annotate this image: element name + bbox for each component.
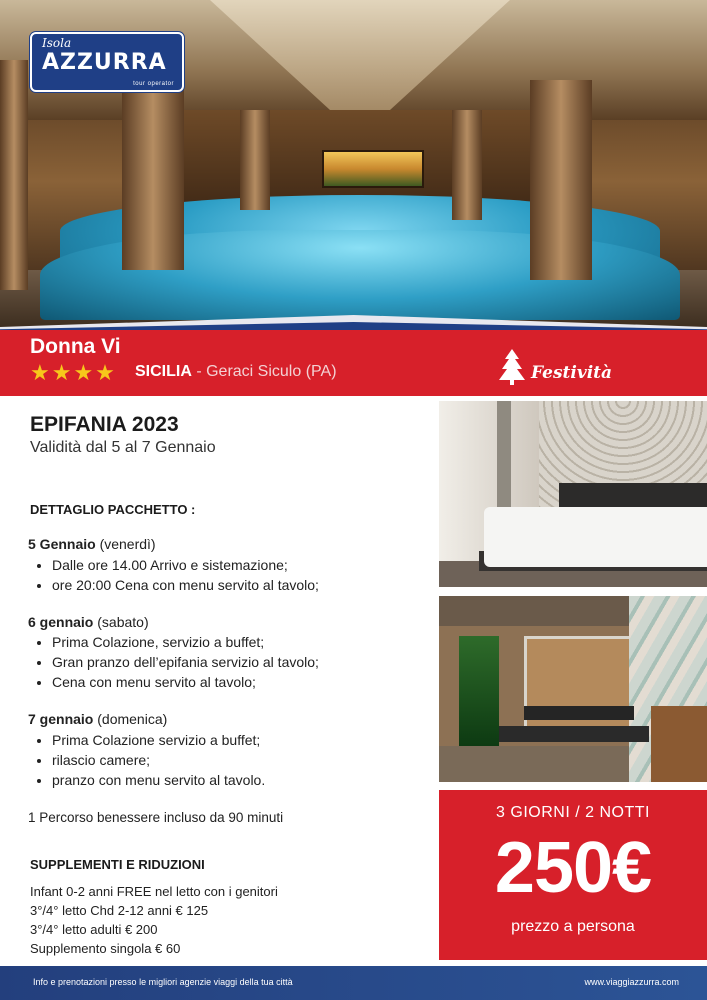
day-heading [28,536,156,552]
day-date: 6 gennaio [28,614,94,630]
list-item: • Gran pranzo dell’epifania servizio al tavolo; [52,652,319,672]
list-item: • Dalle ore 14.00 Arrivo e sistemazione; [52,555,319,575]
price-amount: 250€ [494,828,652,908]
supplement-line: Supplemento singola € 60 [30,941,181,956]
festivita-badge [497,347,637,391]
star-rating: ★★★★ [30,360,117,385]
logo-main-text: AZZURRA [42,50,167,75]
hotel-name: Donna Vi [30,335,121,358]
footer-info: Info e prenotazioni presso le migliori agenzie viaggi della tua città [33,977,293,987]
hero-column [452,110,482,220]
supplement-line: 3°/4° letto Chd 2-12 anni € 125 [30,903,209,918]
list-item: • Prima Colazione, servizio a buffet; [52,632,319,652]
list-item: • Cena con menu servito al tavolo; [52,672,319,692]
day-items-list [32,730,265,790]
festivita-label: Festività [531,363,613,383]
spa-lounger [524,706,634,720]
bed [484,507,707,567]
hotel-location [135,363,337,381]
offer-validity: Validità dal 5 al 7 Gennaio [30,439,216,456]
price-box [439,790,707,960]
day-items-list [32,632,319,692]
day-date: 5 Gennaio [28,536,96,552]
day-heading [28,614,149,630]
spa-green-wall [459,636,499,746]
day-weekday: (domenica) [93,711,168,727]
hero-column [0,60,28,290]
list-item: • rilascio camere; [52,750,265,770]
day-weekday: (venerdì) [95,536,156,552]
list-item: • pranzo con menu servito al tavolo. [52,770,265,790]
day-items-list [32,555,319,595]
supplements-heading: SUPPLEMENTI E RIDUZIONI [30,857,205,872]
bedroom-photo [439,401,707,587]
package-heading: DETTAGLIO PACCHETTO : [30,502,196,517]
logo-sub-text: tour operator [133,81,174,87]
offer-title: EPIFANIA 2023 [30,413,179,436]
region-name: SICILIA [135,363,192,380]
stay-duration: 3 GIORNI / 2 NOTTI [496,804,650,821]
wellness-note: 1 Percorso benessere incluso da 90 minuti [28,810,284,825]
day-date: 7 gennaio [28,711,94,727]
footer-bar [0,966,707,1000]
hero-column [240,110,270,210]
day-weekday: (sabato) [93,614,149,630]
supplements-list [30,882,278,958]
hero-column [530,80,592,280]
price-note: prezzo a persona [511,918,635,935]
hero-column [122,85,184,270]
isola-azzurra-logo [30,32,184,92]
supplement-line: Infant 0-2 anni FREE nel letto con i genitori [30,884,278,899]
footer-website-link[interactable]: www.viaggiazzurra.com [584,977,679,987]
supplement-line: 3°/4° letto adulti € 200 [30,922,158,937]
christmas-tree-icon [497,347,527,387]
city-name: - Geraci Siculo (PA) [191,363,337,380]
logo-top-text: Isola [42,36,72,50]
hero-painting [322,150,424,188]
spa-lounger [499,726,649,742]
list-item: • ore 20:00 Cena con menu servito al tavolo; [52,575,319,595]
spa-photo [439,596,707,782]
day-heading [28,711,167,727]
list-item: • Prima Colazione servizio a buffet; [52,730,265,750]
spa-cabinet [651,706,707,782]
